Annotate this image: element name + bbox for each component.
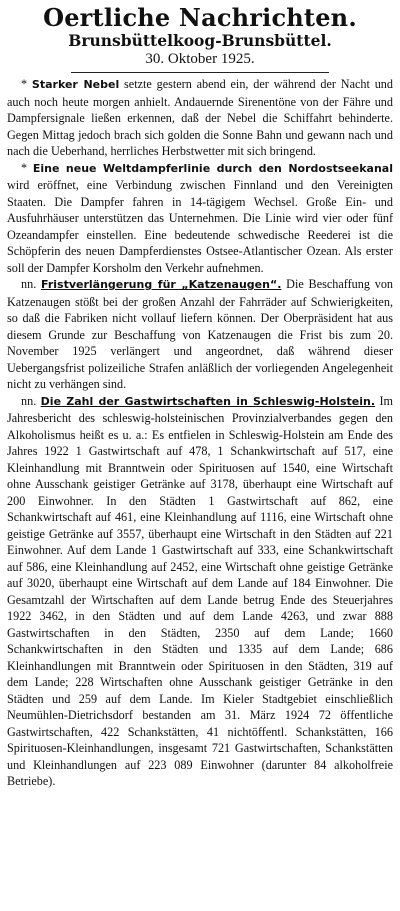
article-marker: * — [21, 77, 32, 91]
article-fog — [7, 76, 393, 160]
article-marker: nn. — [21, 277, 42, 291]
article-marker: nn. — [21, 393, 41, 408]
article-lead: Die Zahl der Gastwirtschaften in Schleswig-Holstein. — [40, 394, 376, 408]
location-subheading: Brunsbüttelkoog-Brunsbüttel. — [68, 31, 332, 50]
section-headline: Oertliche Nachrichten. — [43, 3, 357, 32]
article-body: setzte gestern abend ein, der während der Nacht und auch noch heute morgen anhielt. Andauernde Sirenentöne von der Fähre und Dampfersignale ließen erkennen, daß der Nebel die Schiffahrt behinderte. Gegen Mittag jedoch brach sich golden die Sonne Bahn und gewann nach und nach die Ueberhand, herrliches Herbstwetter mit sich bringend. — [7, 77, 393, 158]
article-body: Im Jahresbericht des schleswig-holsteinischen Provinzialverbandes gegen den Alkoholismus heißt es u. a.: Es entfielen in Schleswig-Holstein am Ende des Jahres 1922 1 Gastwirtschaft auf 478, 1 Schankwirtschaft auf 517, eine Kleinhandlung mit Branntwein oder Spirituosen auf 1540, eine Wirtschaft ohne Ausschank geistiger Getränke auf 3178, überhaupt eine Wirtschaft auf 200 Einwohner. In den Städten 1 Gastwirtschaft auf 862, eine Schankwirtschaft auf 461, eine Kleinhandlung auf 1116, eine Wirtschaft ohne geistige Getränke auf 3557, überhaupt eine Wirtschaft in den Städten auf 221 Einwohner. Auf dem Lande 1 Gastwirtschaft auf 333, eine Schankwirtschaft auf 586, eine Kleinhandlung auf 2452, eine Wirtschaft ohne geistige Getränke auf 3020, überhaupt eine Wirtschaft auf dem Lande auf 184 Einwohner. Die Gesamtzahl der Wirtschaften auf dem Lande betrug Ende des Steuerjahres 1922 3462, in den Städten und auf dem Lande 4263, und zwar 888 Gastwirtschaften in den Städten, 2350 auf dem Lande; 1660 Schankwirtschaften in den Städten und 1335 auf dem Lande; 686 Kleinhandlungen mit Branntwein oder Spirituosen in den Städten, 319 auf dem Lande; 228 Wirtschaften ohne Ausschank geistiger Getränke in den Städten und 259 auf dem Lande. Im Kieler Stadtgebiet einschließlich Neumühlen-Dietrichsdorf bestanden am 31. März 1924 72 öffentliche Gastwirtschaften, 422 Schankstätten, 41 nichtöffentl. Schankstätten, 166 Spirituosen-Kleinhandlungen, insgesamt 721 Gastwirtschaften, Schankstätten und Kleinhandlungen auf 223 089 Einwohner (darunter 84 alkoholfreie Betriebe). — [7, 393, 394, 788]
article-lead: Fristverlängerung für „Katzenaugen“. — [41, 278, 282, 291]
article-marker: * — [21, 160, 33, 175]
header-divider — [71, 72, 329, 73]
article-lead: Eine neue Weltdampferlinie durch den Nordostseekanal — [32, 161, 393, 175]
dateline: 30. Oktober 1925. — [145, 51, 255, 67]
article-body: wird eröffnet, eine Verbindung zwischen Finnland und den Vereinigten Staaten. Die Dampfer fahren in 14-tägigem Wechsel. Große Ein- und Ausfuhrhäuser unterstützen das Unternehmen. Die Linie wird vier oder fünf Ozeandampfer einstellen. Eine bedeutende schwedische Reederei ist die Schöpferin des neuen Dampferdienstes Ostsee-Atlantischer Ozean. Als erster soll der Dampfer Korsholm den Verkehr aufnehmen. — [7, 178, 393, 275]
article-reflector-deadline — [7, 276, 393, 393]
article-inn-statistics — [7, 393, 393, 790]
article-body: Die Beschaffung von Katzenaugen stößt bei der großen Anzahl der Fahrräder auf Schwierigkeiten, so daß die Fabriken nicht vollauf liefern können. Der Oberpräsident hat aus diesem Grunde zur Beschaffung von Katzenaugen die Frist bis zum 20. November 1925 verlängert und angeordnet, daß während dieser Uebergangsfrist polizeiliche Strafen anläßlich der vorliegenden Angelegenheit nicht zu verhängen sind. — [7, 277, 394, 391]
article-lead: Starker Nebel — [31, 78, 120, 91]
article-steamship-line — [7, 160, 393, 277]
